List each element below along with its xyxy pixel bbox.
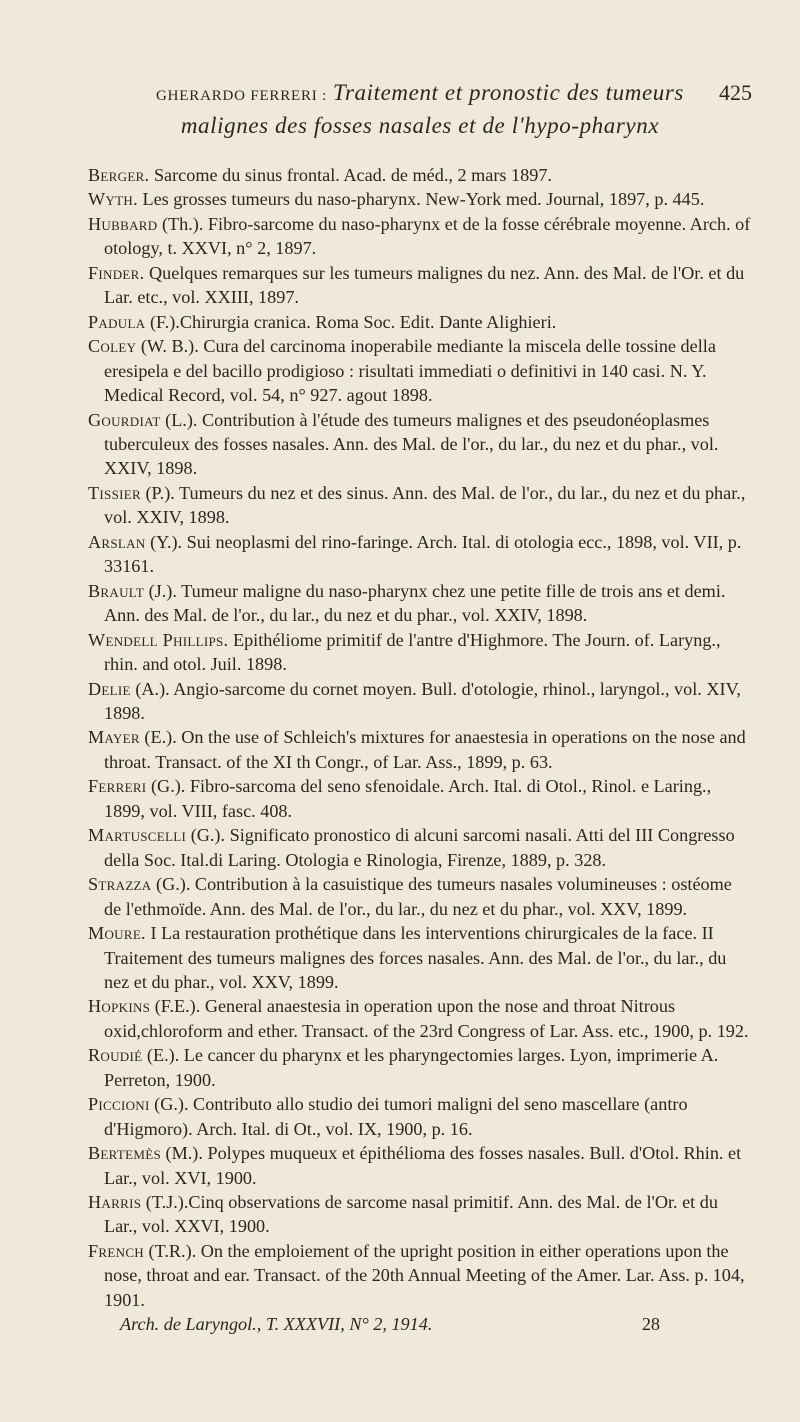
bibliography-entry xyxy=(88,187,752,211)
entry-author: Tissier xyxy=(88,482,141,503)
entry-text: (G.). Significato pronostico di alcuni sarcomi nasali. Atti del III Congresso della Soc. Ital.di Laring. Otologia e Rinologia, Firenze, 1889, p. 328. xyxy=(104,825,735,870)
running-header xyxy=(88,78,752,141)
entry-author: Delie xyxy=(88,678,131,699)
entry-text: Sarcome du sinus frontal. Acad. de méd., 2 mars 1897. xyxy=(149,165,552,185)
entry-text: (Th.). Fibro-sarcome du naso-pharynx et de la fosse cérébrale moyenne. Arch. of otology, t. XXVI, n° 2, 1897. xyxy=(104,213,751,259)
entry-text: I La restauration prothétique dans les interventions chirurgicales de la face. II Traitement des tumeurs malignes des forces nasales. Ann. des Mal. de l'or., du lar., du nez et du phar., vol. XXV, 1899. xyxy=(104,923,727,992)
bibliography-entry xyxy=(88,261,752,310)
entry-author: Arslan xyxy=(88,531,146,552)
entry-author: Piccioni xyxy=(88,1094,150,1115)
entry-text: (T.R.). On the emploiement of the upright position in either operations upon the nose, throat and ear. Transact. of the 20th Annual Meeting of the Amer. Lar. Ass. p. 104, 1901. xyxy=(104,1240,745,1310)
entry-text: Epithéliome primitif de l'antre d'Highmore. The Journ. of. Laryng., rhin. and otol. Juil. 1898. xyxy=(104,629,721,675)
entry-text: (G.). Fibro-sarcoma del seno sfenoidale. Arch. Ital. di Otol., Rinol. e Laring., 1899, vol. VIII, fasc. 408. xyxy=(104,776,712,821)
entry-text: (Y.). Sui neoplasmi del rino-faringe. Arch. Ital. di otologia ecc., 1898, vol. VII, p. 33161. xyxy=(104,531,742,577)
bibliography-entry xyxy=(88,334,752,407)
entry-author: Wyth. xyxy=(88,189,138,210)
entry-author: Martuscelli xyxy=(88,825,187,846)
entry-author: Harris xyxy=(88,1192,142,1213)
bibliography-entry xyxy=(88,212,752,261)
entry-author: Coley xyxy=(88,336,137,357)
bibliography-entry xyxy=(88,677,752,726)
bibliography-entry xyxy=(88,481,752,530)
header-line-1 xyxy=(88,78,752,111)
bibliography-entry xyxy=(88,1141,752,1190)
footer-journal-citation: Arch. de Laryngol., T. XXXVII, N° 2, 1914. xyxy=(120,1314,433,1335)
header-author: GHERARDO FERRERI : xyxy=(156,88,328,104)
bibliography-entry xyxy=(88,994,752,1043)
page-footer xyxy=(88,1312,752,1336)
entry-author: Roudié xyxy=(88,1045,143,1066)
bibliography-entry xyxy=(88,1239,752,1312)
entry-text: (E.). On the use of Schleich's mixtures for anaestesia in operations on the nose and throat. Transact. of the XI th Congr., of Lar. Ass., 1899, p. 63. xyxy=(104,727,746,772)
bibliography-entry xyxy=(88,1092,752,1141)
entry-author: Strazza xyxy=(88,874,152,895)
bibliography-entry xyxy=(88,823,752,872)
entry-author: Ferreri xyxy=(88,776,147,797)
entry-author: Padula xyxy=(88,311,146,332)
entry-text: (T.J.).Cinq observations de sarcome nasal primitif. Ann. des Mal. de l'Or. et du Lar., vol. XXVI, 1900. xyxy=(104,1192,718,1237)
entry-text: (J.). Tumeur maligne du naso-pharynx chez une petite fille de trois ans et demi. Ann. des Mal. de l'or., du lar., du nez et du phar., vol. XXIV, 1898. xyxy=(104,580,726,626)
entry-author: Mayer xyxy=(88,727,140,748)
entry-author: Berger. xyxy=(88,165,150,185)
entry-text: (P.). Tumeurs du nez et des sinus. Ann. des Mal. de l'or., du lar., du nez et du phar., vol. XXIV, 1898. xyxy=(104,482,746,528)
entry-text: (F.).Chirurgia cranica. Roma Soc. Edit. Dante Alighieri. xyxy=(145,311,557,332)
entry-text: (G.). Contribution à la casuistique des tumeurs nasales volumineuses : ostéome de l'ethmoïde. Ann. des Mal. de l'or., du lar., du nez et du phar., vol. XXV, 1899. xyxy=(104,874,732,919)
entry-author: Bertemès xyxy=(88,1143,161,1164)
entry-text: (A.). Angio-sarcome du cornet moyen. Bull. d'otologie, rhinol., laryngol., vol. XIV, 1898. xyxy=(104,678,741,723)
bibliography-entry xyxy=(88,163,752,187)
bibliography-entry xyxy=(88,530,752,579)
entry-text: (W. B.). Cura del carcinoma inoperabile mediante la miscela delle tossine della eresipela e del bacillo prodigioso : risultati immediati o definitivi in 140 casi. N. Y. Medical Record, vol. 54, n° 927. agout 1898. xyxy=(104,336,716,406)
entry-text: (E.). Le cancer du pharynx et les pharyngectomies larges. Lyon, imprimerie A. Perreton, 1900. xyxy=(104,1045,719,1090)
entry-text: (L.). Contribution à l'étude des tumeurs malignes et des pseudonéoplasmes tuberculeux des fosses nasales. Ann. des Mal. de l'or., du lar., du nez et du phar., vol. XXIV, 1898. xyxy=(104,409,719,479)
bibliography-list xyxy=(88,163,752,1312)
bibliography-entry xyxy=(88,310,752,334)
entry-author: Gourdiat xyxy=(88,409,161,430)
bibliography-entry xyxy=(88,408,752,481)
entry-text: Les grosses tumeurs du naso-pharynx. New-York med. Journal, 1897, p. 445. xyxy=(137,189,705,210)
entry-author: Moure. xyxy=(88,923,146,944)
bibliography-entry xyxy=(88,921,752,994)
header-title-line-2: malignes des fosses nasales et de l'hypo-pharynx xyxy=(180,113,660,138)
bibliography-entry xyxy=(88,1190,752,1239)
entry-author: Wendell Phillips. xyxy=(88,629,229,650)
entry-author: Finder. xyxy=(88,262,145,283)
bibliography-entry xyxy=(88,872,752,921)
entry-author: Hubbard xyxy=(88,213,158,234)
bibliography-entry xyxy=(88,579,752,628)
bibliography-entry xyxy=(88,1043,752,1092)
header-title-line-1: Traitement et pronostic des tumeurs xyxy=(332,80,684,105)
entry-text: (G.). Contributo allo studio dei tumori maligni del seno mascellare (antro d'Higmoro). Arch. Ital. di Ot., vol. IX, 1900, p. 16. xyxy=(104,1094,688,1139)
entry-author: Hopkins xyxy=(88,996,151,1017)
entry-text: (F.E.). General anaestesia in operation upon the nose and throat Nitrous oxid,chloroform and ether. Transact. of the 23rd Congress of Lar. Ass. etc., 1900, p. 192. xyxy=(104,996,749,1041)
footer-signature-mark: 28 xyxy=(641,1314,660,1335)
entry-author: Brault xyxy=(88,580,145,601)
entry-text: Quelques remarques sur les tumeurs malignes du nez. Ann. des Mal. de l'Or. et du Lar. etc., vol. XXIII, 1897. xyxy=(104,262,745,308)
bibliography-entry xyxy=(88,774,752,823)
entry-text: (M.). Polypes muqueux et épithélioma des fosses nasales. Bull. d'Otol. Rhin. et Lar., vol. XVI, 1900. xyxy=(104,1143,742,1188)
bibliography-entry xyxy=(88,628,752,677)
entry-author: French xyxy=(88,1240,144,1261)
page-number: 425 xyxy=(719,80,752,105)
bibliography-entry xyxy=(88,725,752,774)
